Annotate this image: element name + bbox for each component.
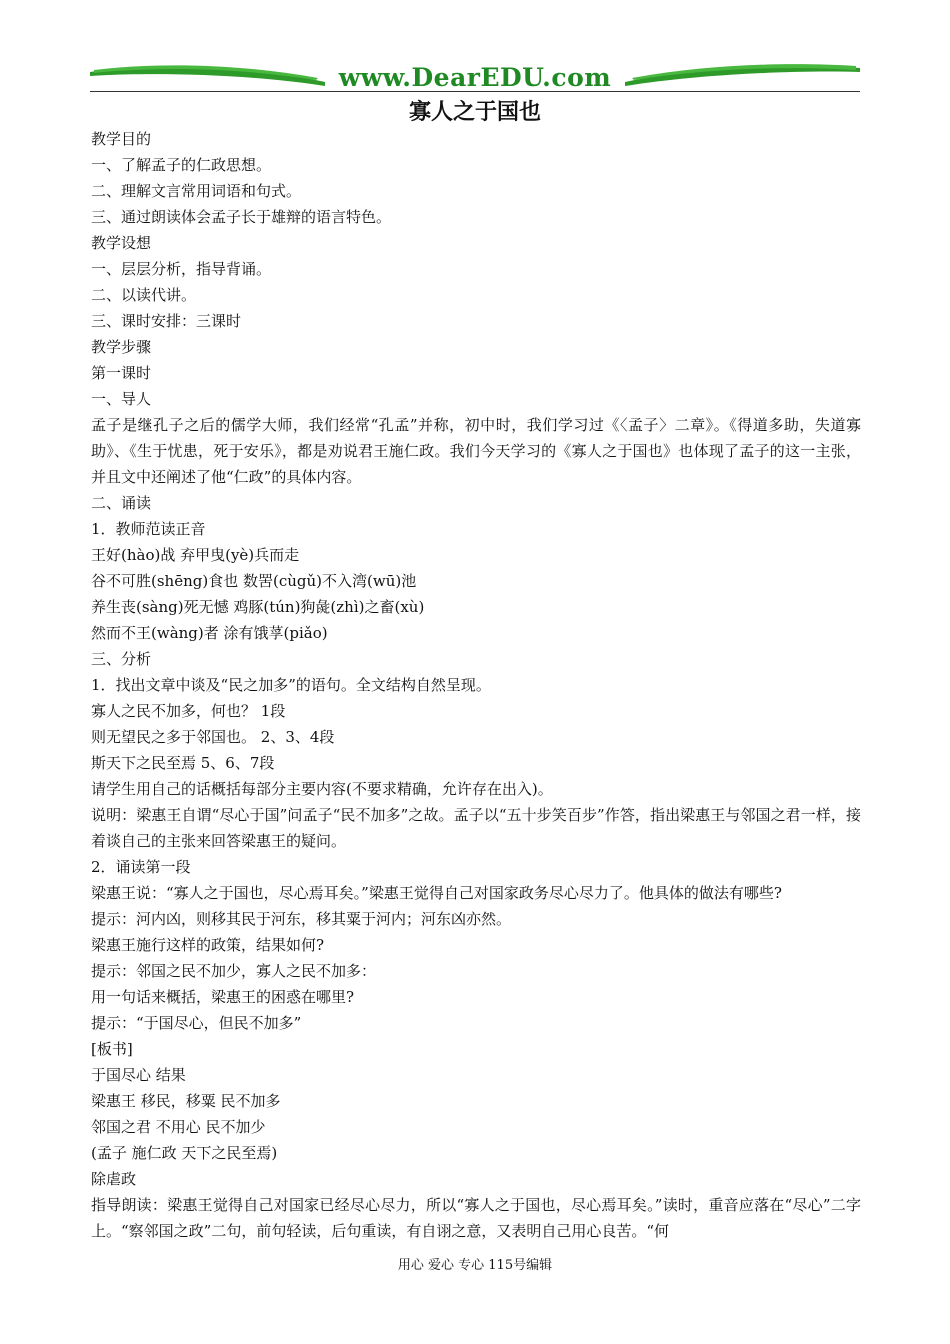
paragraph: 三、分析: [91, 650, 152, 668]
paragraph: 用一句话来概括，梁惠王的困惑在哪里?: [91, 988, 355, 1006]
site-header-banner: [90, 62, 860, 94]
paragraph: 说明：梁惠王自谓“尽心于国”问孟子“民不加多”之故。孟子以“五十步笑百步”作答，指出梁惠王与邻国之君一样，接着谈自己的主张来回答梁惠王的疑问。: [91, 806, 861, 850]
paragraph: 第一课时: [91, 364, 152, 382]
document-body: [91, 126, 861, 1244]
paragraph: 养生丧(sàng)死无憾 鸡豚(tún)狗彘(zhì)之畜(xù): [91, 598, 425, 616]
paragraph: 二、以读代讲。: [91, 286, 197, 304]
paragraph: 提示：“于国尽心，但民不加多”: [91, 1014, 302, 1032]
paragraph: 2．诵读第一段: [91, 858, 191, 876]
paragraph: 1．找出文章中谈及“民之加多”的语句。全文结构自然呈现。: [91, 676, 491, 694]
paragraph: [板书]: [91, 1040, 133, 1058]
paragraph: 斯天下之民至焉 5、6、7段: [91, 754, 275, 772]
paragraph: 然而不王(wàng)者 涂有饿莩(piǎo): [91, 624, 328, 642]
paragraph: 一、导人: [91, 390, 152, 408]
paragraph: 梁惠王说：“寡人之于国也，尽心焉耳矣。”梁惠王觉得自己对国家政务尽心尽力了。他具体的做法有哪些?: [91, 884, 782, 902]
paragraph: 谷不可胜(shēng)食也 数罟(cùgǔ)不入湾(wū)池: [91, 572, 417, 590]
paragraph: 于国尽心 结果: [91, 1066, 186, 1084]
paragraph: 梁惠王施行这样的政策，结果如何?: [91, 936, 325, 954]
paragraph: 请学生用自己的话概括每部分主要内容(不要求精确，允许存在出入)。: [91, 780, 553, 798]
paragraph: 一、了解孟子的仁政思想。: [91, 156, 272, 174]
page-footer: 用心 爱心 专心 115号编辑: [397, 1258, 553, 1273]
paragraph: 梁惠王 移民，移粟 民不加多: [91, 1092, 281, 1110]
paragraph: 除虐政: [91, 1170, 137, 1188]
paragraph: 邻国之君 不用心 民不加少: [91, 1118, 266, 1136]
paragraph: 三、通过朗读体会孟子长于雄辩的语言特色。: [91, 208, 392, 226]
paragraph: 教学步骤: [91, 338, 152, 356]
paragraph: (孟子 施仁政 天下之民至焉): [91, 1144, 278, 1162]
document-title: 寡人之于国也: [408, 100, 541, 125]
paragraph: 一、层层分析，指导背诵。: [91, 260, 272, 278]
site-name-logo: www.DearEDU.com: [338, 63, 612, 92]
paragraph: 指导朗读：梁惠王觉得自己对国家已经尽心尽力，所以“寡人之于国也，尽心焉耳矣。”读时，重音应落在“尽心”二字上。“察邻国之政”二句，前句轻读，后句重读，有自诩之意，又表明自己用心良苦。“何: [91, 1196, 861, 1240]
paragraph: 王好(hào)战 弃甲曳(yè)兵而走: [91, 546, 300, 564]
paragraph: 教学设想: [91, 234, 152, 252]
paragraph: 寡人之民不加多，何也？ 1段: [91, 702, 286, 720]
paragraph: 二、诵读: [91, 494, 152, 512]
header-rule: [90, 91, 860, 92]
paragraph: 二、理解文言常用词语和句式。: [91, 182, 302, 200]
paragraph: 则无望民之多于邻国也。 2、3、4段: [91, 728, 335, 746]
paragraph: 提示：邻国之民不加少，寡人之民不加多：: [91, 962, 377, 980]
paragraph: 1．教师范读正音: [91, 520, 206, 538]
paragraph: 提示：河内凶，则移其民于河东，移其粟于河内；河东凶亦然。: [91, 910, 512, 928]
paragraph: 三、课时安排：三课时: [91, 312, 242, 330]
paragraph: 教学目的: [91, 130, 152, 148]
paragraph: 孟子是继孔子之后的儒学大师，我们经常“孔孟”并称，初中时，我们学习过《〈孟子〉二章》。《得道多助，失道寡助》、《生于忧患，死于安乐》，都是劝说君王施仁政。我们今天学习的《寡人之于国也》也体现了孟子的这一主张，并且文中还阐述了他“仁政”的具体内容。: [91, 416, 861, 486]
